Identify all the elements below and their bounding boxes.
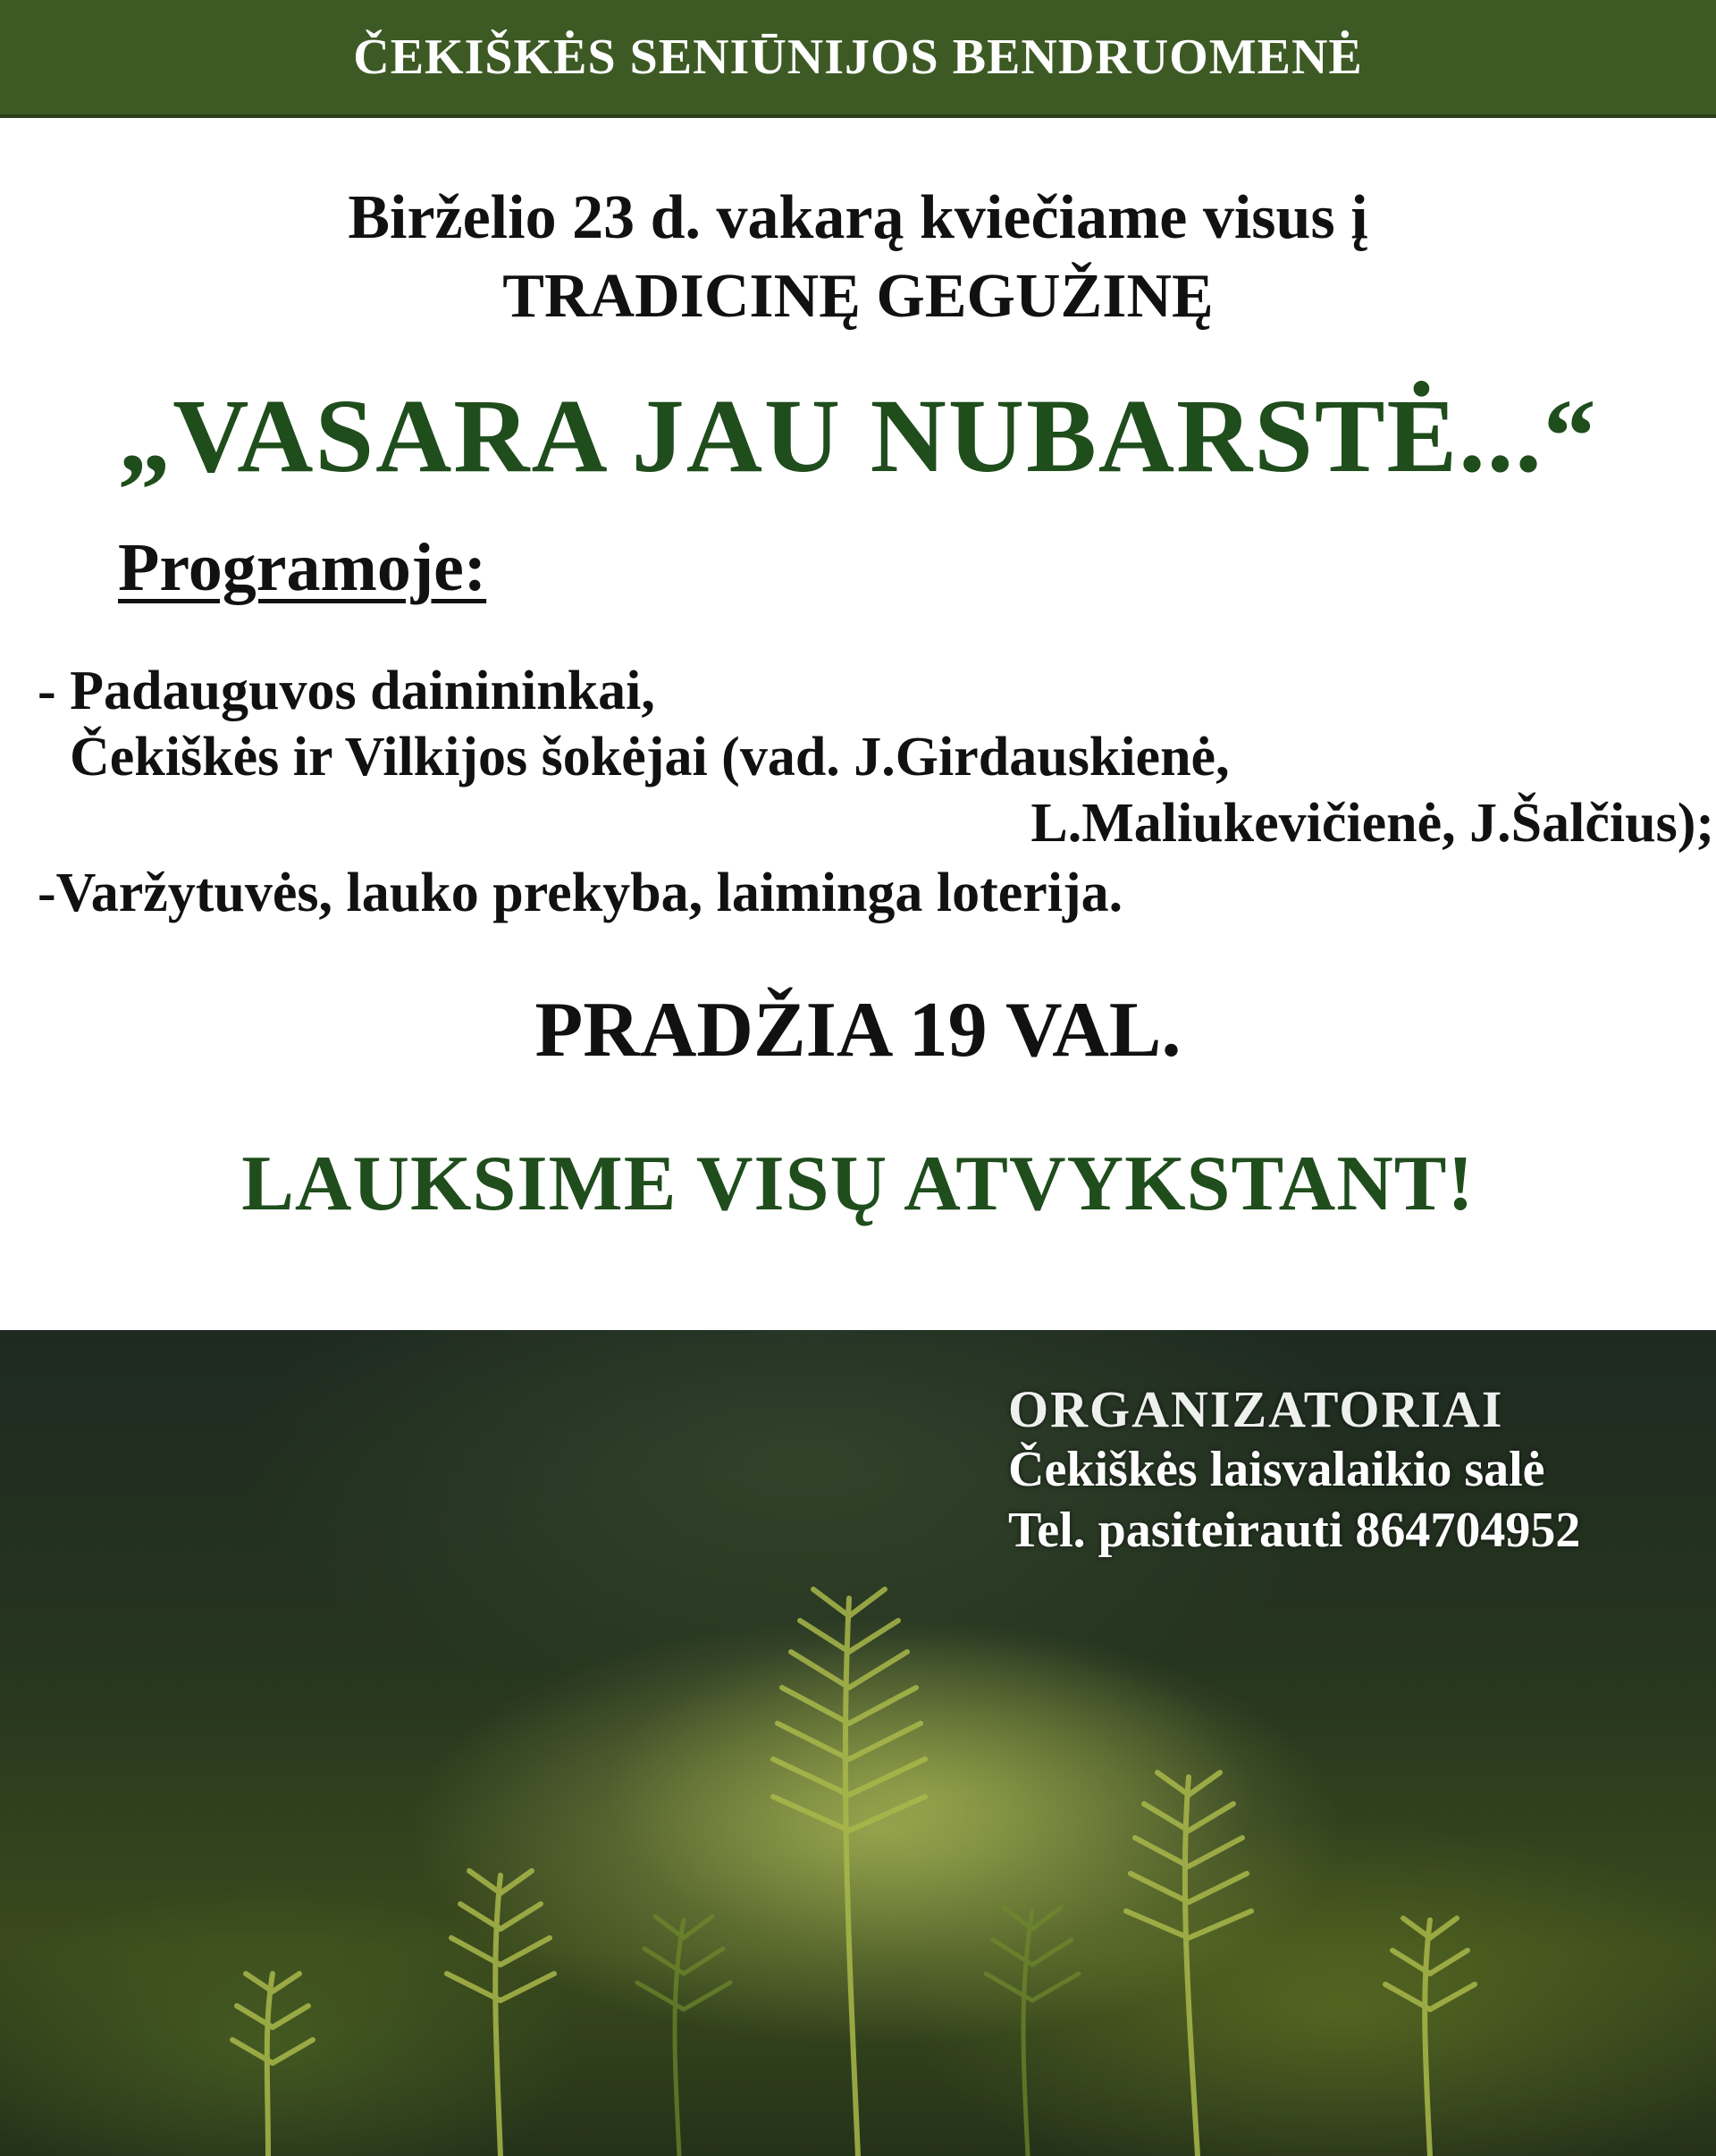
program-line-4: -Varžytuvės, lauko prekyba, laiminga loterija. bbox=[38, 863, 1123, 923]
event-title: „VASARA JAU NUBARSTĖ...“ bbox=[118, 377, 1598, 494]
program-line-2: Čekiškės ir Vilkijos šokėjai (vad. J.Girdauskienė, bbox=[70, 727, 1230, 787]
invitation-line-1: Birželio 23 d. vakarą kviečiame visus į bbox=[348, 183, 1368, 252]
organizers-block bbox=[1008, 1380, 1580, 1561]
organizers-phone: Tel. pasiteirauti 864704952 bbox=[1008, 1503, 1581, 1558]
invitation-line-2: TRADICINĘ GEGUŽINĘ bbox=[502, 262, 1214, 331]
program-heading: Programoje: bbox=[118, 530, 487, 605]
header-banner bbox=[0, 0, 1716, 118]
welcome-message: LAUKSIME VISŲ ATVYKSTANT! bbox=[241, 1141, 1475, 1227]
fern-photo bbox=[0, 1330, 1716, 2156]
invitation-text bbox=[0, 179, 1716, 336]
banner-text: ČEKIŠKĖS SENIŪNIJOS BENDRUOMENĖ bbox=[353, 29, 1363, 85]
program-line-1: - Padauguvos dainininkai, bbox=[38, 661, 655, 721]
organizers-venue: Čekiškės laisvalaikio salė bbox=[1008, 1442, 1545, 1497]
organizers-title: ORGANIZATORIAI bbox=[1008, 1380, 1504, 1438]
start-time: PRADŽIA 19 VAL. bbox=[534, 987, 1182, 1074]
program-line-3: L.Maliukevičienė, J.Šalčius); bbox=[1030, 793, 1714, 854]
